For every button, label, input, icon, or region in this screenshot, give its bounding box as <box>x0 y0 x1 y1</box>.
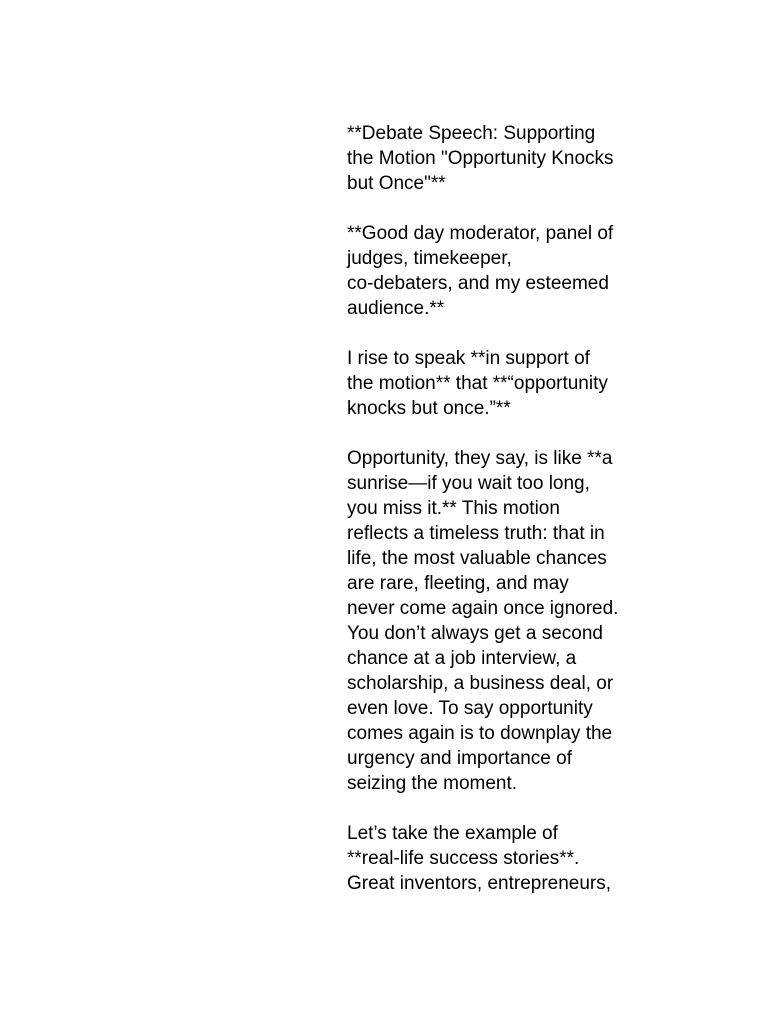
stance-paragraph: I rise to speak **in support of the motion** that **“opportunity knocks but once.”** <box>347 348 608 419</box>
argument-paragraph: Opportunity, they say, is like **a sunrise—if you wait too long, you miss it.** This motion reflects a timeless truth: that in life, the most valuable chances are rare, fleeting, and may never come again once ignored. You don’t always get a second chance at a job interview, a scholarship, a business deal, or even love. To say opportunity comes again is to downplay the urgency and importance of seizing the moment. <box>347 448 619 794</box>
speech-text-column <box>347 121 647 921</box>
example-paragraph: Let’s take the example of **real-life success stories**. Great inventors, entrepreneurs, <box>347 823 612 894</box>
greeting-paragraph: **Good day moderator, panel of judges, timekeeper, co-debaters, and my esteemed audience.** <box>347 223 614 319</box>
speech-title-paragraph: **Debate Speech: Supporting the Motion "Opportunity Knocks but Once"** <box>347 123 614 194</box>
